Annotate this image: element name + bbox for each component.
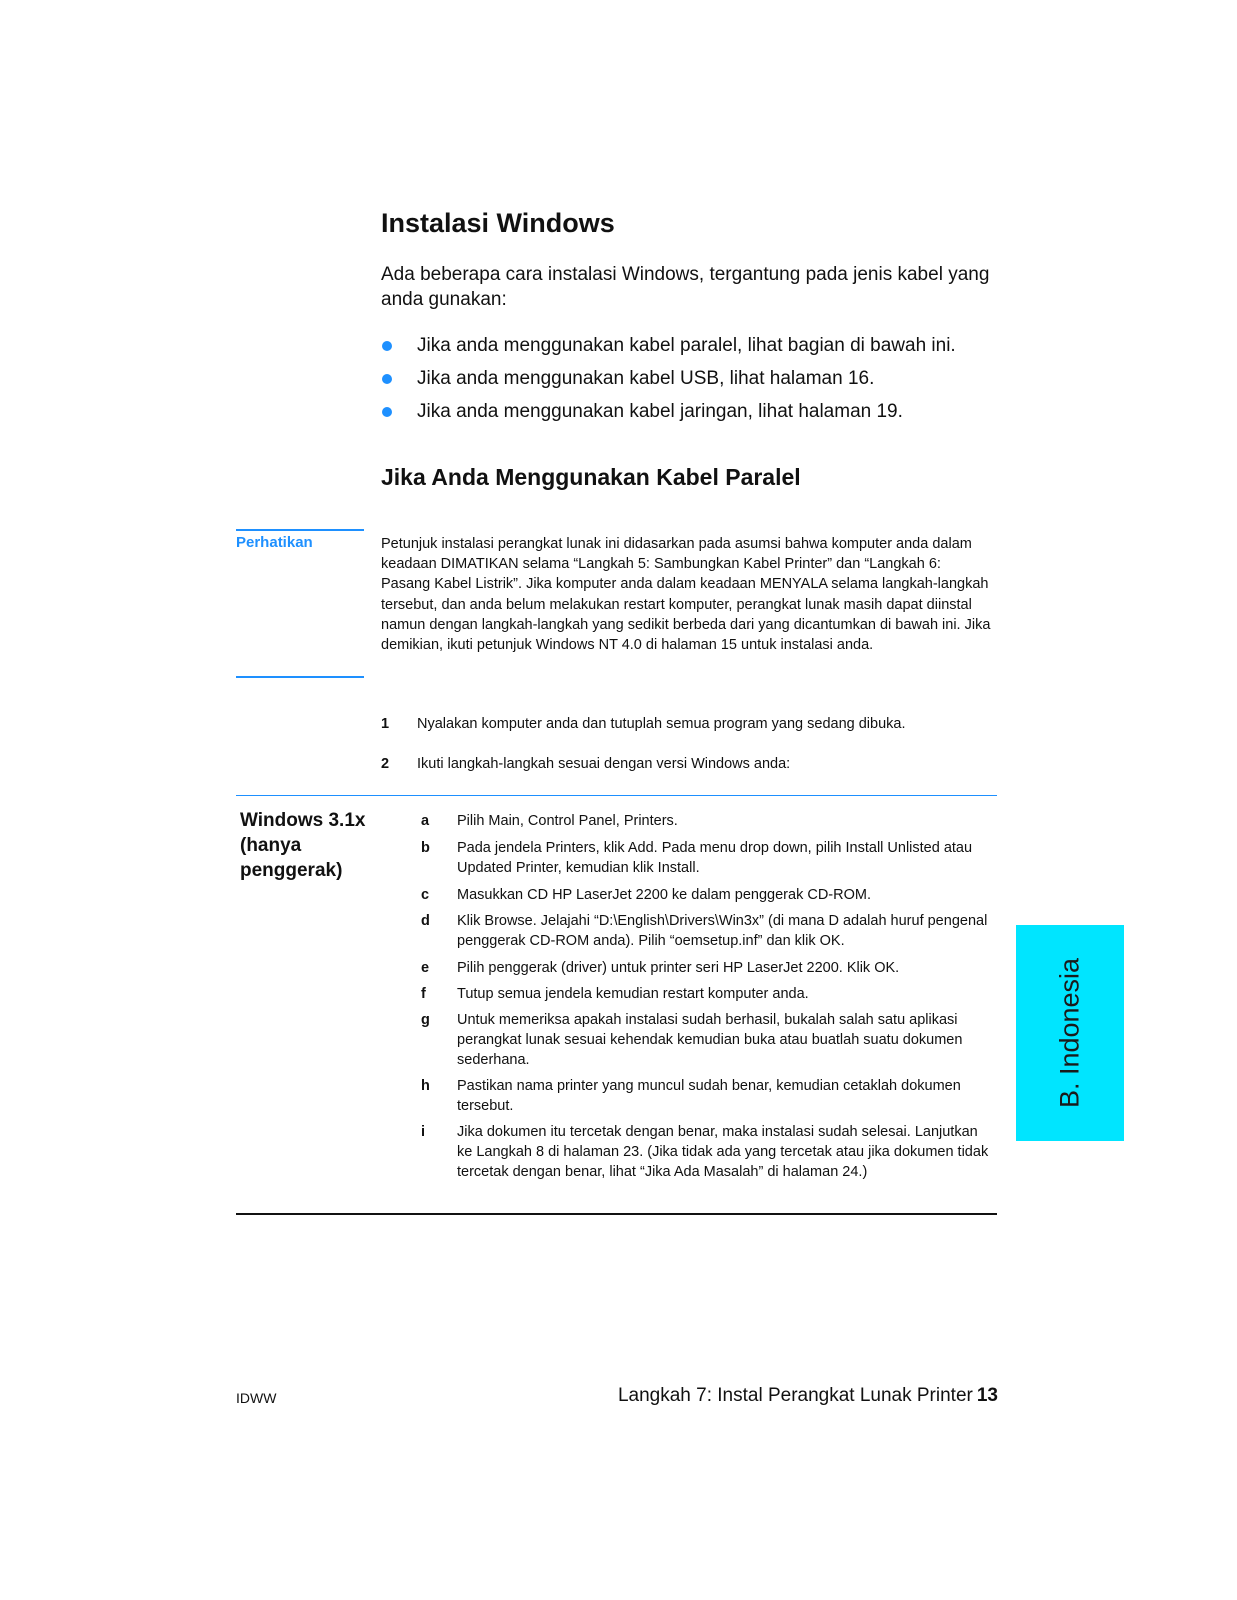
windows-version-label: Windows 3.1x (hanya penggerak) [240, 810, 366, 881]
bullet-icon [382, 374, 392, 384]
bullet-icon [382, 341, 392, 351]
substep-text: Klik Browse. Jelajahi “D:\English\Drivers\Win3x” (di mana D adalah huruf pengenal penggerak CD-ROM anda). Pilih “oemsetup.inf” dan klik OK. [457, 913, 988, 950]
note-text: Petunjuk instalasi perangkat lunak ini didasarkan pada asumsi bahwa komputer anda dalam keadaan DIMATIKAN selama “Langkah 5: Sambungkan Kabel Printer” dan “Langkah 6: Pasang Kabel Listrik”. Jika komputer anda dalam keadaan MENYALA selama langkah-langkah tersebut, dan anda belum melakukan restart komputer, perangkat lunak masih dapat diinstal namun dengan langkah-langkah yang sedikit berbeda dari yang dicantumkan di bawah ini. Jika demikian, ikuti petunjuk Windows NT 4.0 di halaman 15 untuk instalasi anda. [381, 536, 991, 654]
bullet-text: Jika anda menggunakan kabel USB, lihat halaman 16. [417, 368, 875, 389]
substep-letter: c [421, 887, 430, 903]
step-number: 2 [381, 756, 390, 772]
side-tab-label: B. Indonesia [1054, 957, 1085, 1109]
page-number: 13 [976, 1385, 998, 1406]
substep-text: Pilih Main, Control Panel, Printers. [457, 813, 678, 829]
note-label: Perhatikan [236, 534, 313, 551]
substep-letter: f [421, 986, 426, 1002]
substep-letter: g [421, 1012, 430, 1028]
list-item [381, 399, 1001, 432]
footer-running-title [594, 1385, 998, 1407]
step-text: Ikuti langkah-langkah sesuai dengan versi Windows anda: [417, 756, 791, 772]
substep-letter: d [421, 913, 430, 929]
bullet-text: Jika anda menggunakan kabel jaringan, lihat halaman 19. [417, 401, 903, 422]
substep-text: Pada jendela Printers, klik Add. Pada menu drop down, pilih Install Unlisted atau Updated Printer, kemudian klik Install. [457, 840, 973, 877]
language-side-tab [1016, 925, 1124, 1141]
section-heading: Jika Anda Menggunakan Kabel Paralel [381, 464, 801, 490]
table-divider-top [236, 795, 997, 796]
bullet-icon [382, 407, 392, 417]
substep-text: Masukkan CD HP LaserJet 2200 ke dalam penggerak CD-ROM. [457, 887, 871, 903]
page-title: Instalasi Windows [381, 208, 615, 238]
step-number: 1 [381, 716, 390, 732]
substep-text: Untuk memeriksa apakah instalasi sudah berhasil, bukalah salah satu aplikasi perangkat lunak sesuai kehendak kemudian buka atau buatlah suatu dokumen sederhana. [457, 1012, 963, 1069]
bullet-text: Jika anda menggunakan kabel paralel, lihat bagian di bawah ini. [417, 335, 956, 356]
table-divider-bottom [236, 1213, 997, 1215]
list-item [381, 366, 1001, 399]
step-text: Nyalakan komputer anda dan tutuplah semua program yang sedang dibuka. [417, 716, 906, 732]
substep-text: Pilih penggerak (driver) untuk printer seri HP LaserJet 2200. Klik OK. [457, 960, 900, 976]
substep-text: Tutup semua jendela kemudian restart komputer anda. [457, 986, 809, 1002]
substep-letter: b [421, 840, 430, 856]
note-divider-bottom [236, 676, 364, 678]
substep-text: Pastikan nama printer yang muncul sudah benar, kemudian cetaklah dokumen tersebut. [457, 1078, 961, 1115]
footer-title: Langkah 7: Instal Perangkat Lunak Printer [617, 1385, 973, 1406]
substep-letter: h [421, 1078, 430, 1094]
bullet-list [381, 333, 1001, 432]
footer-doc-code: IDWW [236, 1390, 277, 1406]
substep-letter: i [421, 1124, 426, 1140]
note-divider-top [236, 529, 364, 531]
substep-letter: a [421, 813, 430, 829]
intro-paragraph: Ada beberapa cara instalasi Windows, tergantung pada jenis kabel yang anda gunakan: [381, 264, 990, 310]
list-item [381, 333, 1001, 366]
substep-letter: e [421, 960, 430, 976]
substep-text: Jika dokumen itu tercetak dengan benar, maka instalasi sudah selesai. Lanjutkan ke Langkah 8 di halaman 23. (Jika tidak ada yang tercetak atau jika dokumen tidak tercetak dengan benar, lihat “Jika Ada Masalah” di halaman 24.) [457, 1124, 989, 1181]
